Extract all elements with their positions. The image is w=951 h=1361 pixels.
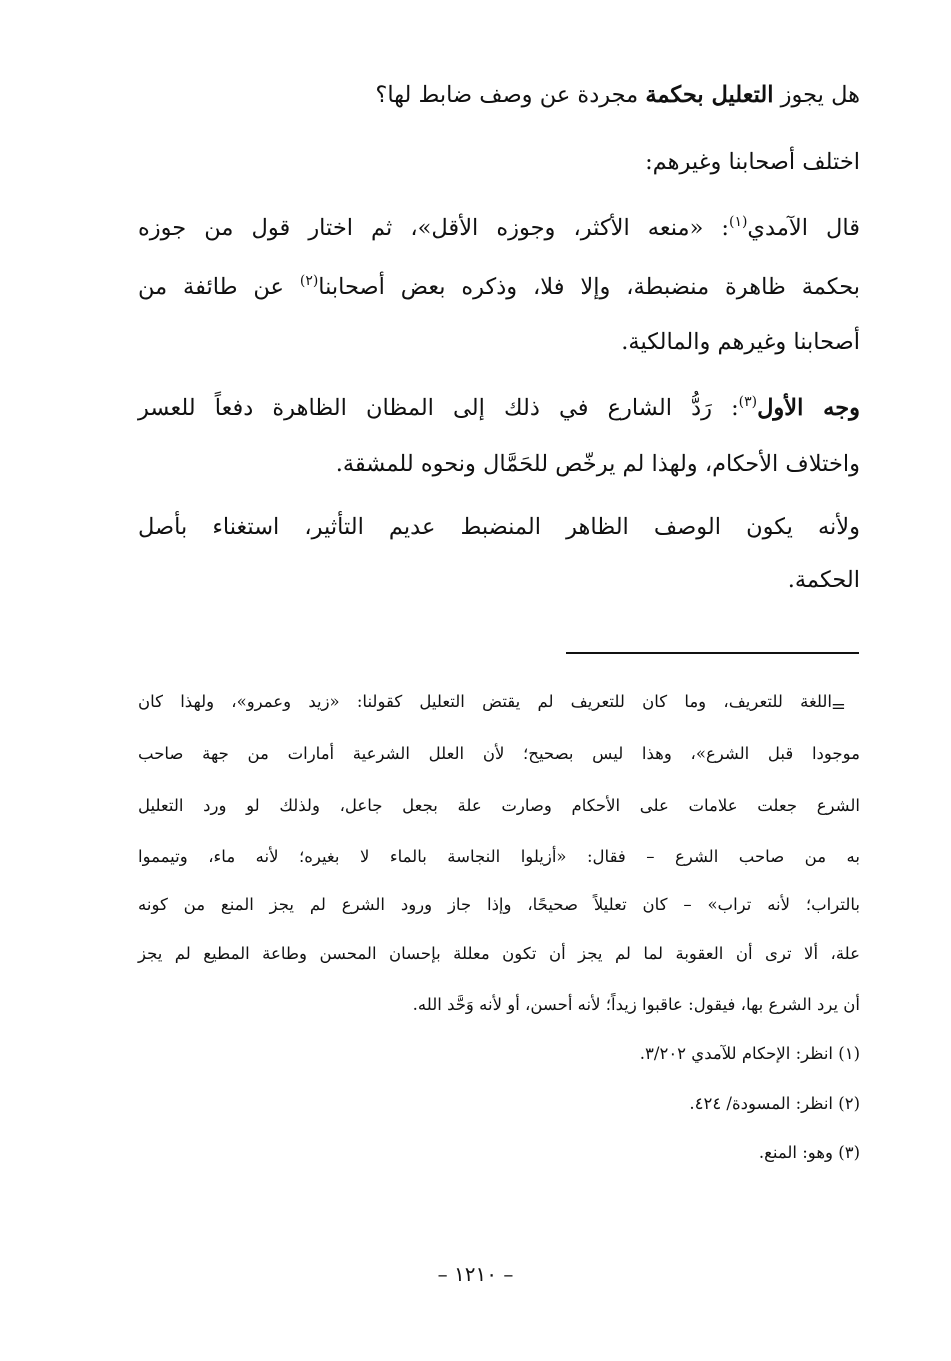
footnote-separator — [566, 652, 859, 654]
footnote-continuation-line: بالتراب؛ لأنه تراب» – كان تعليلاً صحيحًا، وإذا جاز ورود الشرع لم يجز المنع من كونه — [138, 895, 860, 914]
amidi-text-2: بحكمة ظاهرة منضبطة، وإلا فلا، وذكره بعض أصحابنا — [318, 274, 860, 300]
because-line-1: ولأنه يكون الوصف الظاهر المنضبط عديم التأثير، استغناء بأصل — [138, 514, 860, 540]
amidi-line-1 — [138, 215, 860, 242]
footnote-continuation-line: اللغة للتعريف، وما كان للتعريف لم يقتض التعليل كقولنا: «زيد وعمرو»، ولهذا كان — [138, 692, 832, 711]
intro-line: اختلف أصحابنا وغيرهم: — [645, 149, 860, 175]
first-view-bold-label: وجه الأول — [757, 395, 860, 421]
footnote-continuation-line: الشرع جعلت علامات على الأحكام وصارت علة بجعل جاعل، ولذلك لو ورد التعليل — [138, 796, 860, 815]
because-line-2: الحكمة. — [787, 567, 860, 593]
first-view-line-1 — [138, 395, 860, 422]
first-view-text: : رَدُّ الشارع في ذلك إلى المظان الظاهرة دفعاً للعسر — [138, 395, 739, 421]
heading-bold-term: التعليل بحكمة — [645, 82, 774, 108]
footnote-ref-3: (٣) — [738, 393, 758, 410]
heading-text-end: مجردة عن وصف ضابط لها؟ — [375, 82, 646, 108]
question-heading — [138, 82, 860, 109]
footnote-ref-2: (٢) — [299, 272, 319, 289]
amidi-text-2-end: عن طائفة من — [138, 274, 300, 300]
footnote-continuation-line: أن يرد الشرع بها، فيقول: عاقبوا زيداً؛ لأنه أحسن، أو لأنه وَحَّد الله. — [412, 995, 860, 1014]
amidi-quote: : «منعه الأكثر، وجوزه الأقل»، ثم اختار قول من جوزه — [138, 215, 729, 241]
heading-text: هل يجوز — [773, 82, 860, 108]
footnote-continuation-line: علة، ألا ترى أن العقوبة لما لم يجز أن تكون معللة بإحسان المحسن وطاعة المطيع لم يجز — [138, 944, 860, 963]
page-number: – ١٢١٠ – — [437, 1262, 514, 1286]
footnote-1: (١) انظر: الإحكام للآمدي ٣/٢٠٢. — [639, 1044, 860, 1063]
footnote-continuation-line: موجودا قبل الشرع»، وهذا ليس بصحيح؛ لأن العلل الشرعية أمارات من جهة صاحب — [138, 744, 860, 763]
continuation-mark: = — [830, 696, 846, 717]
footnote-3: (٣) وهو: المنع. — [758, 1143, 860, 1162]
amidi-text: قال الآمدي — [747, 215, 860, 241]
footnote-ref-1: (١) — [729, 213, 748, 230]
footnote-continuation-line: به من صاحب الشرع – فقال: «أزيلوا النجاسة بالماء لا بغيره؛ لأنه ماء، وتيمموا — [138, 847, 860, 866]
amidi-line-2 — [138, 274, 860, 301]
amidi-line-3: أصحابنا وغيرهم والمالكية. — [621, 329, 860, 355]
first-view-line-2: واختلاف الأحكام، ولهذا لم يرخّص للحَمَّال ونحوه للمشقة. — [335, 451, 860, 477]
footnote-2: (٢) انظر: المسودة/ ٤٢٤. — [689, 1094, 860, 1113]
